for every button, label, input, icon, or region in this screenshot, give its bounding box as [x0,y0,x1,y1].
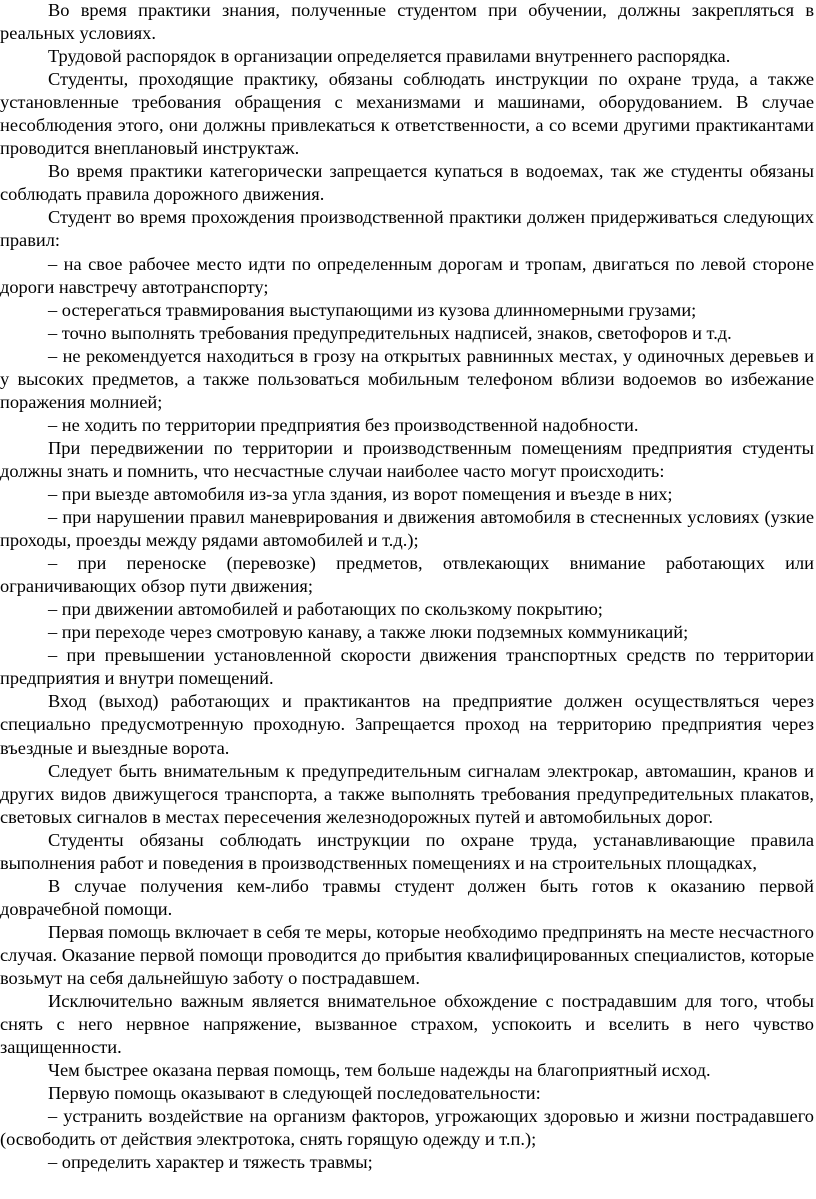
paragraph-swimming-ban: Во время практики категорически запрещается купаться в водоемах, так же студенты обязаны соблюдать правила дорожного движения. [0,161,814,205]
paragraph-practice-knowledge: Во время практики знания, полученные студентом при обучении, должны закрепляться в реальных условиях. [0,0,814,44]
paragraph-accidents-intro: При передвижении по территории и производственным помещениям предприятия студенты должны знать и помнить, что несчастные случаи наиболее часто могут происходить: [0,437,814,481]
paragraph-warning-signals: Следует быть внимательным к предупредительным сигналам электрокар, автомашин, кранов и других видов движущегося транспорта, а также выполнять требования предупредительных плакатов, световых сигналов в местах пересечения железнодорожных путей и автомобильных дорог. [0,760,814,827]
list-item-inspection-pit: – при переходе через смотровую канаву, а также люки подземных коммуникаций; [48,622,689,643]
paragraph-labor-protection: Студенты обязаны соблюдать инструкции по охране труда, устанавливающие правила выполнения работ и поведения в производственных помещениях и на строительных площадках, [0,829,814,873]
list-item-cargo-rule: – остерегаться травмирования выступающими из кузова длинномерными грузами; [48,299,697,320]
list-item-thunderstorm-rule: – не рекомендуется находиться в грозу на открытых равнинных местах, у одиночных деревьев и у высоких предметов, а также пользоваться мобильным телефоном вблизи водоемов во избежание поражения молнией; [0,345,814,412]
list-item-maneuvering: – при нарушении правил маневрирования и движения автомобиля в стесненных условиях (узкие проходы, проезды между рядами автомобилей и т.д.); [0,507,814,551]
list-item-speeding: – при превышении установленной скорости движения транспортных средств по территории предприятия и внутри помещений. [0,645,814,689]
paragraph-work-schedule: Трудовой распорядок в организации определяется правилами внутреннего распорядка. [48,46,731,67]
paragraph-rules-intro: Студент во время прохождения производственной практики должен придерживаться следующих правил: [0,207,814,251]
list-item-territory-rule: – не ходить по территории предприятия без производственной надобности. [48,414,639,435]
list-item-assess-injury: – определить характер и тяжесть травмы; [48,1152,373,1173]
list-item-carrying: – при переноске (перевозке) предметов, отвлекающих внимание работающих или ограничивающих обзор пути движения; [0,553,814,597]
paragraph-injury-readiness: В случае получения кем-либо травмы студент должен быть готов к оказанию первой доврачебной помощи. [0,875,814,919]
paragraph-first-aid-definition: Первая помощь включает в себя те меры, которые необходимо предпринять на месте несчастного случая. Оказание первой помощи проводится до прибытия квалифицированных специалистов, которые возьмут на себя дальнейшую заботу о пострадавшем. [0,921,814,988]
paragraph-speed-of-aid: Чем быстрее оказана первая помощь, тем больше надежды на благоприятный исход. [48,1060,711,1081]
paragraph-safety-instructions: Студенты, проходящие практику, обязаны соблюдать инструкции по охране труда, а также установленные требования обращения с механизмами и машинами, оборудованием. В случае несоблюдения этого, они должны привлекаться к ответственности, а со всеми другими практикантами проводится внеплановый инструктаж. [0,69,814,159]
list-item-remove-hazards: – устранить воздействие на организм факторов, угрожающих здоровью и жизни пострадавшего (освободить от действия электротока, снять горящую одежду и т.п.); [0,1106,814,1150]
paragraph-entrance: Вход (выход) работающих и практикантов на предприятие должен осуществляться через специально предусмотренную проходную. Запрещается проход на территорию предприятия через въездные и выездные ворота. [0,691,814,758]
list-item-route-rule: – на свое рабочее место идти по определенным дорогам и тропам, двигаться по левой стороне дороги навстречу автотранспорту; [0,253,814,297]
list-item-signs-rule: – точно выполнять требования предупредительных надписей, знаков, светофоров и т.д. [48,322,732,343]
paragraph-careful-handling: Исключительно важным является внимательное обхождение с пострадавшим для того, чтобы снять с него нервное напряжение, вызванное страхом, успокоить и вселить в него чувство защищенности. [0,991,814,1058]
list-item-vehicle-exit: – при выезде автомобиля из-за угла здания, из ворот помещения и въезде в них; [48,483,673,504]
list-item-slippery: – при движении автомобилей и работающих по скользкому покрытию; [48,599,603,620]
paragraph-aid-sequence-intro: Первую помощь оказывают в следующей последовательности: [48,1083,541,1104]
